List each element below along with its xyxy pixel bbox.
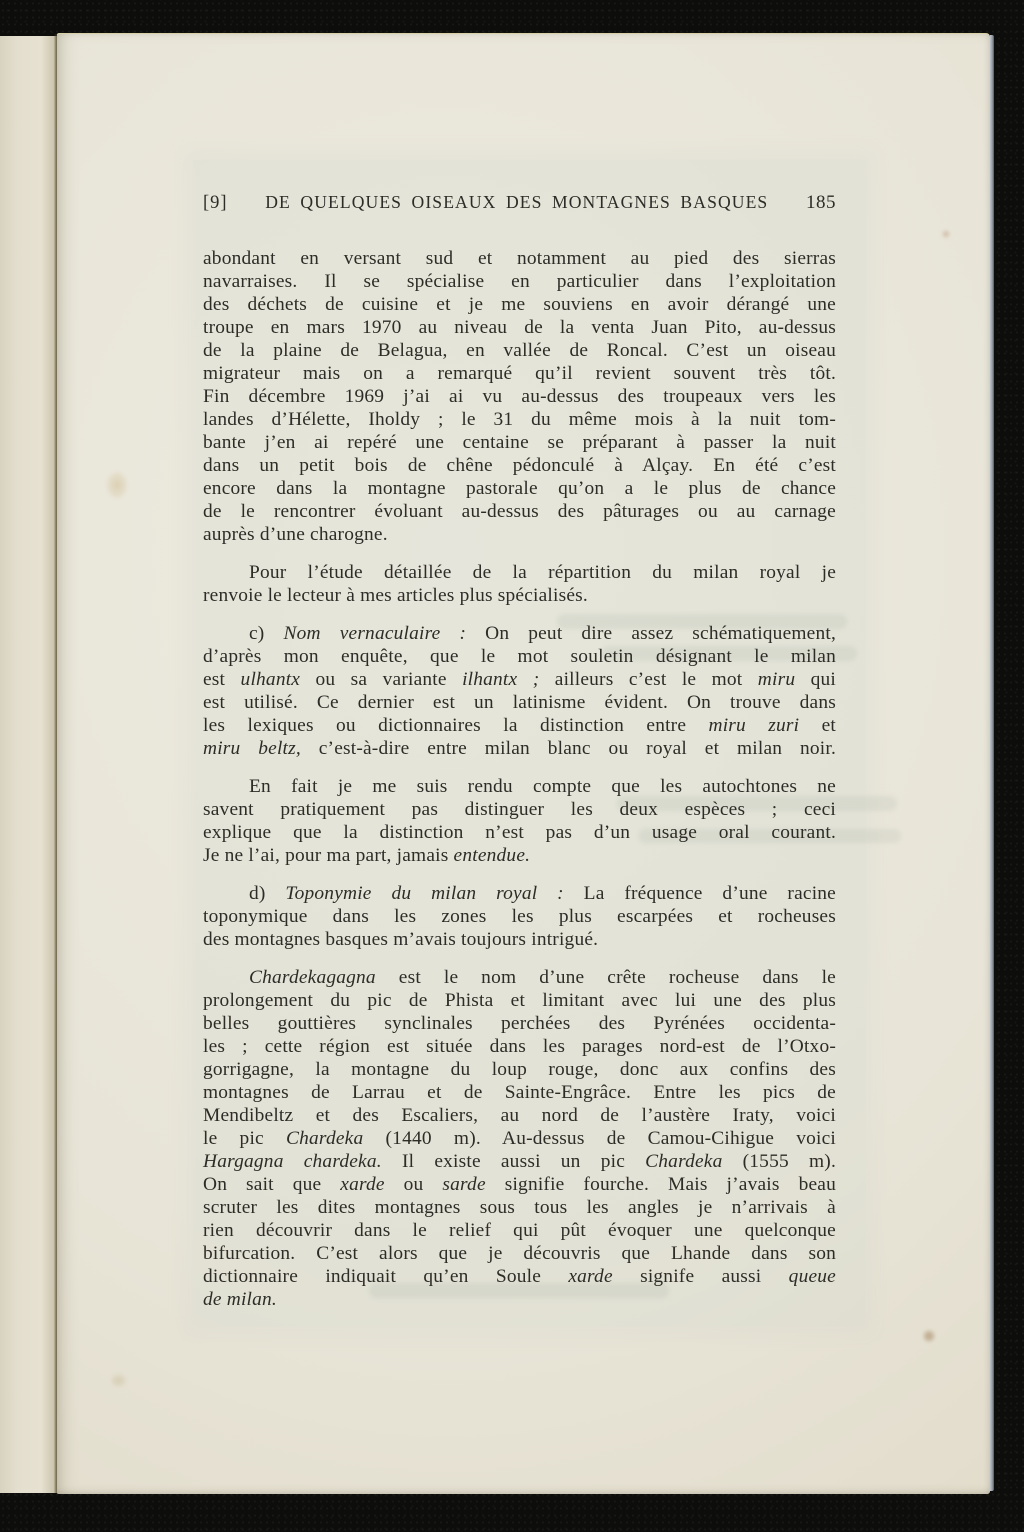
running-header — [203, 192, 836, 214]
text-line: landes d’Hélette, Iholdy ; le 31 du même mois à la nuit tom- — [203, 409, 836, 430]
paragraph — [203, 882, 836, 951]
text-line: navarraises. Il se spécialise en particulier dans l’exploitation — [203, 271, 836, 292]
text-line: toponymique dans les zones les plus escarpées et rocheuses — [203, 906, 836, 927]
paragraph — [203, 775, 836, 867]
paper-stain — [923, 1330, 935, 1342]
text-line: dans un petit bois de chêne pédonculé à Alçay. En été c’est — [203, 455, 836, 476]
text-line: de la plaine de Belagua, en vallée de Roncal. C’est un oiseau — [203, 340, 836, 361]
text-line: bante j’en ai repéré une centaine se préparant à passer la nuit — [203, 432, 836, 453]
text-line: les lexiques ou dictionnaires la distinction entre miru zuri et — [203, 715, 836, 736]
paper-stain — [111, 1374, 126, 1387]
text-line: troupe en mars 1970 au niveau de la venta Juan Pito, au-dessus — [203, 317, 836, 338]
text-line: est utilisé. Ce dernier est un latinisme évident. On trouve dans — [203, 692, 836, 713]
text-line: de milan. — [203, 1289, 277, 1310]
text-line: belles gouttières synclinales perchées des Pyrénées occidenta- — [203, 1013, 836, 1034]
paper-stain — [942, 230, 950, 238]
running-title: DE QUELQUES OISEAUX DES MONTAGNES BASQUES — [265, 192, 769, 212]
text-line: Je ne l’ai, pour ma part, jamais entendue. — [203, 845, 531, 866]
paragraph — [203, 247, 836, 546]
text-line: gorrigagne, la montagne du loup rouge, donc aux confins des — [203, 1059, 836, 1080]
page-number: 185 — [806, 192, 836, 213]
text-line: dictionnaire indiquait qu’en Soule xarde signife aussi queue — [203, 1266, 836, 1287]
text-line: Fin décembre 1969 j’ai ai vu au-dessus des troupeaux vers les — [203, 386, 836, 407]
text-line: le pic Chardeka (1440 m). Au-dessus de Camou-Cihigue voici — [203, 1128, 836, 1149]
text-line: scruter les dites montagnes sous tous les angles je n’arrivais à — [203, 1197, 836, 1218]
text-line: renvoie le lecteur à mes articles plus spécialisés. — [203, 585, 588, 606]
text-line: d’après mon enquête, que le mot souletin désignant le milan — [203, 646, 836, 667]
text-line: abondant en versant sud et notamment au pied des sierras — [203, 248, 836, 269]
text-line: savent pratiquement pas distinguer les deux espèces ; ceci — [203, 799, 836, 820]
text-line: des montagnes basques m’avais toujours intrigué. — [203, 929, 599, 950]
paragraph — [203, 966, 836, 1311]
text-line: Mendibeltz et des Escaliers, au nord de l’austère Iraty, voici — [203, 1105, 836, 1126]
text-line: On sait que xarde ou sarde signifie fourche. Mais j’avais beau — [203, 1174, 836, 1195]
text-line: encore dans la montagne pastorale qu’on a le plus de chance — [203, 478, 836, 499]
text-line: En fait je me suis rendu compte que les autochtones ne — [249, 776, 836, 797]
text-line: miru beltz, c’est-à-dire entre milan blanc ou royal et milan noir. — [203, 738, 836, 759]
text-line: des déchets de cuisine et je me souviens en avoir dérangé une — [203, 294, 836, 315]
text-line: Hargagna chardeka. Il existe aussi un pic Chardeka (1555 m). — [203, 1151, 836, 1172]
text-line: montagnes de Larrau et de Sainte-Engrâce. Entre les pics de — [203, 1082, 836, 1103]
text-line: auprès d’une charogne. — [203, 524, 388, 545]
section-number: [9] — [203, 193, 228, 213]
text-line: c) Nom vernaculaire : On peut dire assez schématiquement, — [249, 623, 836, 644]
text-line: bifurcation. C’est alors que je découvris que Lhande dans son — [203, 1243, 836, 1264]
text-line: migrateur mais on a remarqué qu’il revient souvent très tôt. — [203, 363, 836, 384]
text-line: d) Toponymie du milan royal : La fréquence d’une racine — [249, 883, 836, 904]
paragraph — [203, 622, 836, 760]
text-line: prolongement du pic de Phista et limitant avec lui une des plus — [203, 990, 836, 1011]
text-line: rien découvrir dans le relief qui pût évoquer une quelconque — [203, 1220, 836, 1241]
facing-page-edge — [0, 36, 57, 1493]
paragraph — [203, 561, 836, 607]
text-line: Pour l’étude détaillée de la répartition du milan royal je — [249, 562, 836, 583]
text-line: Chardekagagna est le nom d’une crête rocheuse dans le — [249, 967, 836, 988]
text-line: de le rencontrer évoluant au-dessus des pâturages ou au carnage — [203, 501, 836, 522]
book-page — [57, 33, 990, 1494]
text-line: est ulhantx ou sa variante ilhantx ; ailleurs c’est le mot miru qui — [203, 669, 836, 690]
text-line: explique que la distinction n’est pas d’un usage oral courant. — [203, 822, 836, 843]
text-line: les ; cette région est située dans les parages nord-est de l’Otxo- — [203, 1036, 836, 1057]
page-right-edge — [990, 35, 994, 1491]
paper-stain — [107, 472, 127, 498]
text-block — [203, 247, 836, 1311]
